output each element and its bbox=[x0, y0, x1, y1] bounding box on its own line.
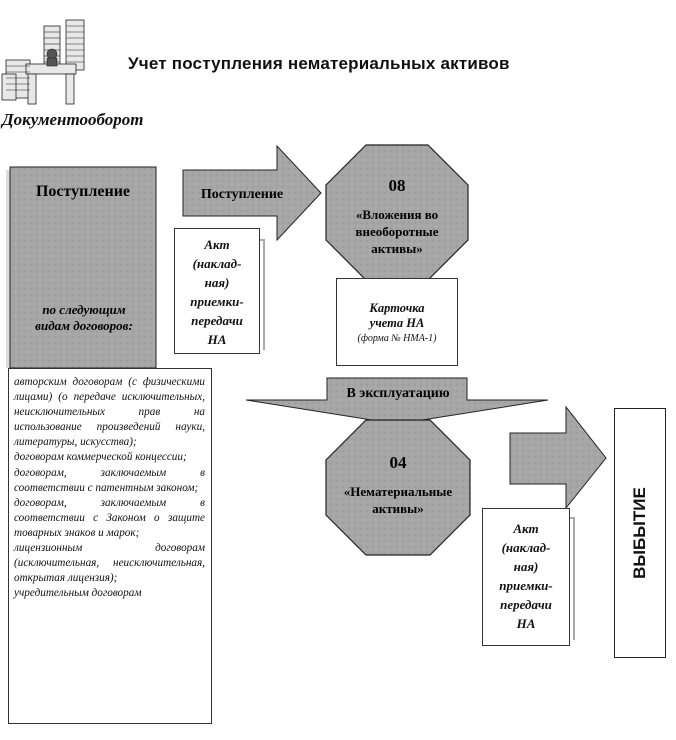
account-08-line3: активы» bbox=[371, 241, 423, 256]
contract-item: договорам коммерческой концессии; bbox=[14, 451, 187, 464]
disposal-box bbox=[614, 408, 666, 658]
contract-item: авторским договорам (с физическими лицами) (о передаче исключительных, неисключительных прав на использование произведений науки, литературы, искусства); bbox=[14, 376, 205, 449]
account-04-octagon bbox=[326, 420, 470, 555]
contract-item: договорам, заключаемым в соответствии с патентным законом; bbox=[14, 466, 205, 494]
contract-item: договорам, заключаемым в соответствии с Законом о защите товарных знаков и марок; bbox=[14, 496, 205, 539]
asset-card-title-2: учета НА bbox=[369, 316, 425, 330]
act-doc-line: ная) bbox=[204, 275, 230, 290]
act-doc-line: Акт bbox=[204, 237, 230, 252]
act-doc-line: НА bbox=[516, 616, 536, 631]
act-doc-1-shadow bbox=[260, 240, 264, 350]
operation-arrow bbox=[246, 378, 548, 424]
act-doc-line: (наклад- bbox=[192, 256, 242, 271]
account-08-line1: «Вложения во bbox=[355, 207, 439, 222]
receipt-box-title: Поступление bbox=[35, 183, 131, 200]
account-08-line2: внеоборотные bbox=[355, 224, 439, 239]
disposal-arrow bbox=[510, 407, 606, 508]
receipt-box bbox=[6, 167, 156, 368]
act-doc-line: (наклад- bbox=[501, 540, 551, 555]
act-document-disposal bbox=[482, 508, 570, 646]
asset-card-form: (форма № НМА-1) bbox=[357, 333, 437, 344]
act-document-receipt bbox=[174, 228, 260, 354]
page-subtitle: Документооборот bbox=[2, 110, 144, 129]
account-08-number: 08 bbox=[388, 176, 406, 195]
contract-item: учредительным договорам bbox=[14, 587, 142, 600]
account-08-octagon bbox=[326, 145, 468, 280]
act-doc-line: передачи bbox=[191, 313, 243, 328]
receipt-arrow bbox=[183, 146, 321, 240]
act-doc-line: НА bbox=[207, 332, 227, 347]
act-doc-line: приемки- bbox=[190, 294, 244, 309]
asset-card-document bbox=[336, 278, 458, 366]
contracts-list bbox=[8, 368, 212, 724]
receipt-arrow-label: Поступление bbox=[200, 187, 284, 202]
receipt-box-subtitle-2: видам договоров: bbox=[35, 318, 133, 333]
operation-arrow-label: В эксплуатацию bbox=[346, 386, 450, 401]
account-04-line2: активы» bbox=[372, 501, 424, 516]
contract-item: лицензионным договорам (исключительная, неисключительная, открытая лицензия); bbox=[14, 542, 205, 585]
account-04-line1: «Нематериальные bbox=[343, 484, 453, 499]
act-doc-line: приемки- bbox=[499, 578, 553, 593]
act-doc-2-shadow bbox=[570, 518, 574, 640]
act-doc-line: передачи bbox=[500, 597, 552, 612]
asset-card-title-1: Карточка bbox=[369, 301, 425, 315]
act-doc-line: ная) bbox=[513, 559, 539, 574]
page-title: Учет поступления нематериальных активов bbox=[128, 54, 510, 73]
act-doc-line: Акт bbox=[513, 521, 539, 536]
receipt-box-subtitle-1: по следующим bbox=[42, 302, 126, 317]
account-04-number: 04 bbox=[389, 453, 407, 472]
disposal-label: ВЫБЫТИЕ bbox=[630, 487, 649, 579]
